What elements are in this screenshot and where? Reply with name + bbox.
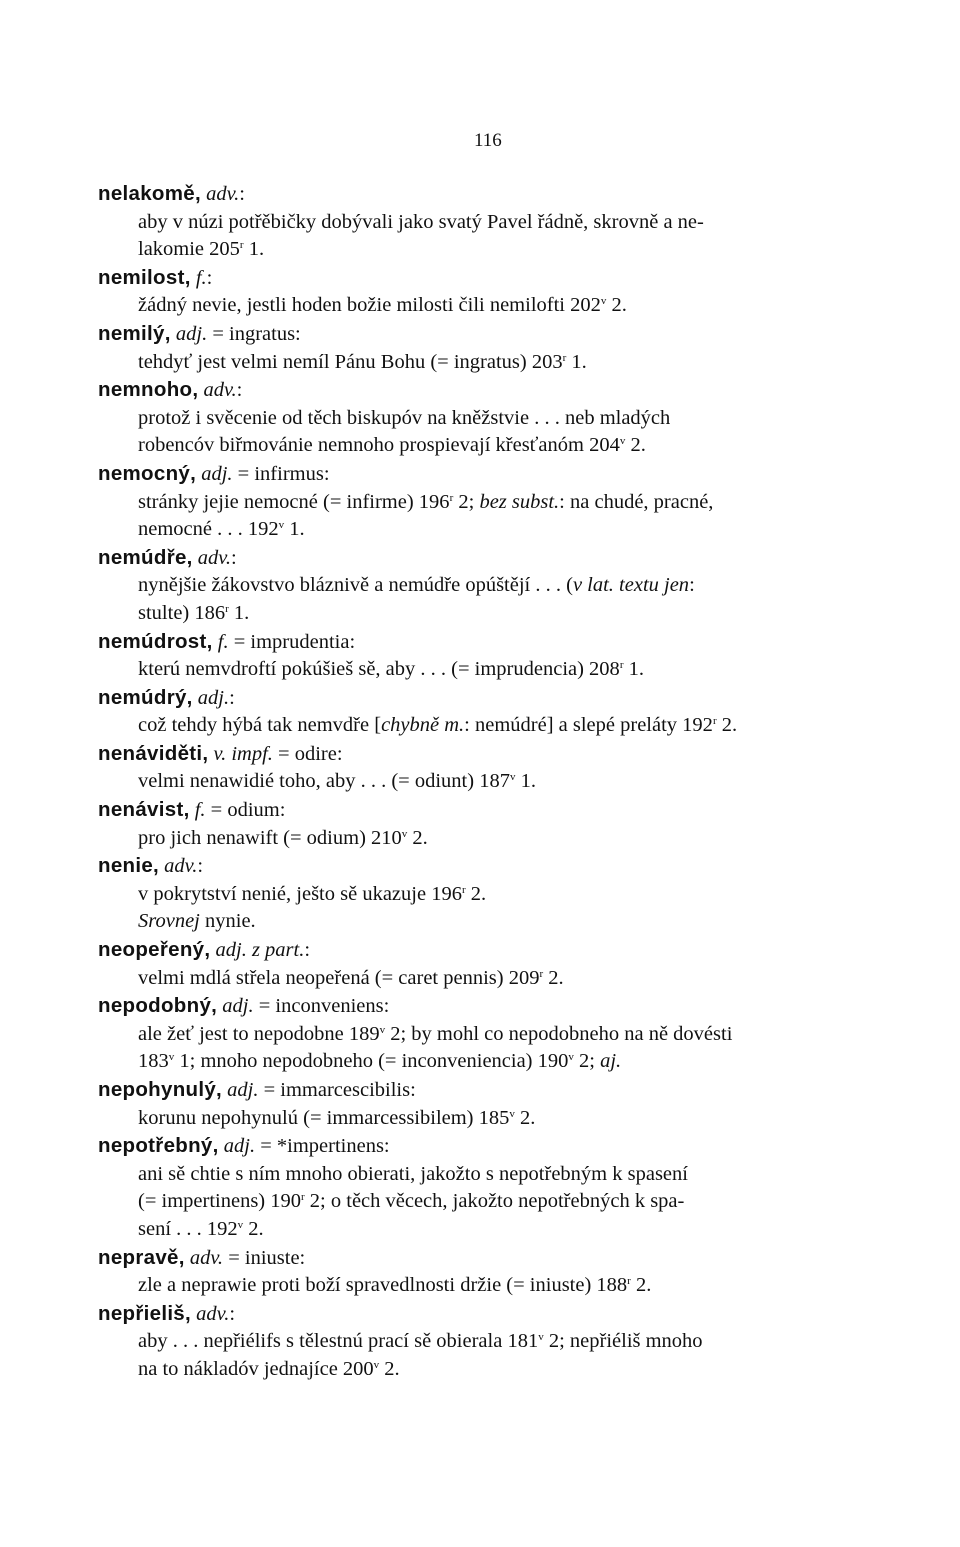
entry-headline: [98, 992, 888, 1021]
grammatical-label: adj.: [201, 462, 233, 485]
entry-headline: [98, 796, 888, 825]
example-text: protož i svěcenie od těch biskupóv na kněžstvie . . . neb mladých robencóv biřmovánie nemnoho prospievají křesťanóm 204$^v$ 2.: [138, 406, 671, 457]
dictionary-entry: [98, 796, 888, 852]
dictionary-entry: [98, 320, 888, 376]
example-text: Srovnej nynie.: [138, 910, 256, 933]
headword: nepodobný,: [98, 994, 218, 1018]
dictionary-entry: [98, 740, 888, 796]
headword: nenávist,: [98, 798, 190, 822]
entry-headline: [98, 264, 888, 293]
example-text: tehdyť jest velmi nemíl Pánu Bohu (= ingratus) 203$^r$ 1.: [138, 350, 587, 373]
example-text: v pokrytství nenié, ješto sě ukazuje 196$^r$ 2.: [138, 882, 487, 905]
latin-gloss: = *impertinens:: [260, 1135, 390, 1158]
latin-gloss: :: [239, 183, 245, 205]
entry-headline: [98, 1300, 888, 1329]
grammatical-label: adj.: [175, 322, 208, 345]
entry-headline: [98, 852, 888, 881]
entry-headline: [98, 460, 888, 489]
headword: nepřieliš,: [98, 1301, 192, 1325]
dictionary-entry: [98, 628, 888, 684]
dictionary-entry: [98, 460, 888, 544]
headword: nemilost,: [98, 265, 191, 289]
latin-gloss: = iniuste:: [228, 1246, 306, 1269]
latin-gloss: :: [304, 939, 311, 962]
latin-gloss: = imprudentia:: [233, 630, 356, 653]
dictionary-entry: [98, 180, 888, 264]
latin-gloss: :: [197, 855, 204, 878]
grammatical-label: adv.: [189, 1246, 224, 1269]
example-text: aby v núzi potřěbičky dobývali jako svatý Pavel řádně, skrovně a ne- lakomie 205$^r$ 1.: [138, 210, 704, 261]
dictionary-entry: [98, 1300, 888, 1384]
entry-headline: [98, 740, 888, 769]
entry-headline: [98, 544, 888, 573]
example-text: kterú nemvdroftí pokúšieš sě, aby . . . (= imprudencia) 208$^r$ 1.: [138, 658, 644, 681]
dictionary-entry: [98, 544, 888, 628]
latin-gloss: :: [231, 546, 237, 569]
grammatical-label: adv.: [197, 546, 231, 569]
headword: neopeřený,: [98, 938, 211, 962]
example-text: velmi nenawidié toho, aby . . . (= odiunt) 187$^v$ 1.: [138, 770, 536, 793]
grammatical-label: adv.: [203, 379, 237, 402]
entry-headline: [98, 684, 888, 713]
example-text: zle a neprawie proti boží spravedlnosti držie (= iniuste) 188$^r$ 2.: [138, 1274, 652, 1297]
dictionary-entries: [98, 180, 888, 1384]
example-text: žádný nevie, jestli hoden božie milosti čili nemilofti 202$^v$ 2.: [138, 294, 627, 317]
entry-headline: [98, 376, 888, 405]
dictionary-entry: [98, 992, 888, 1076]
example-text: aby . . . nepřiélifs s tělestnú prací sě obierala 181$^v$ 2; nepřiéliš mnoho na to nákladóv jednajíce 200$^v$ 2.: [138, 1330, 703, 1380]
latin-gloss: :: [229, 686, 235, 709]
latin-gloss: :: [236, 379, 243, 402]
grammatical-label: f.: [195, 266, 207, 289]
entry-headline: [98, 1244, 888, 1273]
example-text: nynějšie žákovstvo bláznivě a nemúdře opúštějí . . . (v lat. textu jen: stulte) 186$^r$ 1.: [138, 574, 695, 624]
latin-gloss: = odire:: [278, 742, 343, 765]
entry-headline: [98, 320, 888, 349]
dictionary-entry: [98, 376, 888, 460]
headword: nepohynulý,: [98, 1078, 223, 1101]
latin-gloss: :: [206, 266, 213, 289]
page-number: 116: [474, 130, 502, 151]
headword: nepotřebný,: [98, 1134, 219, 1158]
entry-headline: [98, 1076, 888, 1105]
example-text: stránky jejie nemocné (= infirme) 196$^r$ 2; bez subst.: na chudé, pracné, nemocné . . . 192$^v$ 1.: [138, 490, 714, 541]
example-text: což tehdy hýbá tak nemvdře [chybně m.: nemúdré] a slepé preláty 192$^r$ 2.: [138, 714, 738, 737]
dictionary-entry: [98, 852, 888, 936]
grammatical-label: adj.: [227, 1079, 259, 1101]
headword: nepravě,: [98, 1245, 185, 1269]
grammatical-label: adv.: [164, 855, 198, 878]
headword: nelakomě,: [98, 182, 201, 205]
example-text: ani sě chtie s ním mnoho obierati, jakožto s nepotřebným k spasení (= impertinens) 190$^r$ 2; o těch věcech, jakožto nepotřebných k spa- sení . . . 192$^v$ 2.: [138, 1162, 688, 1240]
dictionary-entry: [98, 936, 888, 992]
dictionary-entry: [98, 1132, 888, 1243]
example-text: velmi mdlá střela neopeřená (= caret pennis) 209$^r$ 2.: [138, 966, 564, 989]
example-text: ale žeť jest to nepodobne 189$^v$ 2; by mohl co nepodobneho na ně dovésti 183$^v$ 1; mnoho nepodobneho (= inconveniencia) 190$^v$ 2; aj.: [138, 1022, 733, 1073]
headword: nenáviděti,: [98, 741, 209, 765]
headword: nemúdrý,: [98, 685, 193, 709]
dictionary-entry: [98, 264, 888, 320]
entry-headline: [98, 1132, 888, 1161]
grammatical-label: v. impf.: [213, 742, 273, 765]
dictionary-entry: [98, 1244, 888, 1300]
grammatical-label: adj.: [223, 1135, 256, 1158]
grammatical-label: adj. z part.: [215, 939, 305, 962]
latin-gloss: :: [229, 1302, 236, 1325]
headword: nemúdrost,: [98, 629, 213, 653]
dictionary-entry: [98, 684, 888, 740]
grammatical-label: f.: [194, 799, 206, 822]
headword: nemilý,: [98, 321, 171, 345]
latin-gloss: = infirmus:: [237, 462, 330, 485]
example-text: korunu nepohynulú (= immarcessibilem) 185$^v$ 2.: [138, 1106, 536, 1129]
headword: nemúdře,: [98, 545, 193, 569]
grammatical-label: adv.: [196, 1302, 230, 1325]
example-text: pro jich nenawift (= odium) 210$^v$ 2.: [138, 826, 428, 849]
entry-headline: [98, 628, 888, 657]
entry-headline: [98, 180, 888, 209]
latin-gloss: = ingratus:: [212, 322, 301, 345]
headword: nemocný,: [98, 461, 197, 485]
latin-gloss: = inconveniens:: [258, 995, 390, 1018]
grammatical-label: adj.: [222, 995, 254, 1018]
entry-headline: [98, 936, 888, 965]
grammatical-label: adv.: [206, 183, 240, 205]
latin-gloss: = odium:: [210, 799, 286, 822]
latin-gloss: = immarcescibilis:: [263, 1079, 416, 1101]
grammatical-label: f.: [217, 630, 229, 653]
headword: nenie,: [98, 854, 160, 878]
dictionary-entry: [98, 1076, 888, 1132]
grammatical-label: adj.: [197, 686, 230, 709]
headword: nemnoho,: [98, 378, 199, 402]
